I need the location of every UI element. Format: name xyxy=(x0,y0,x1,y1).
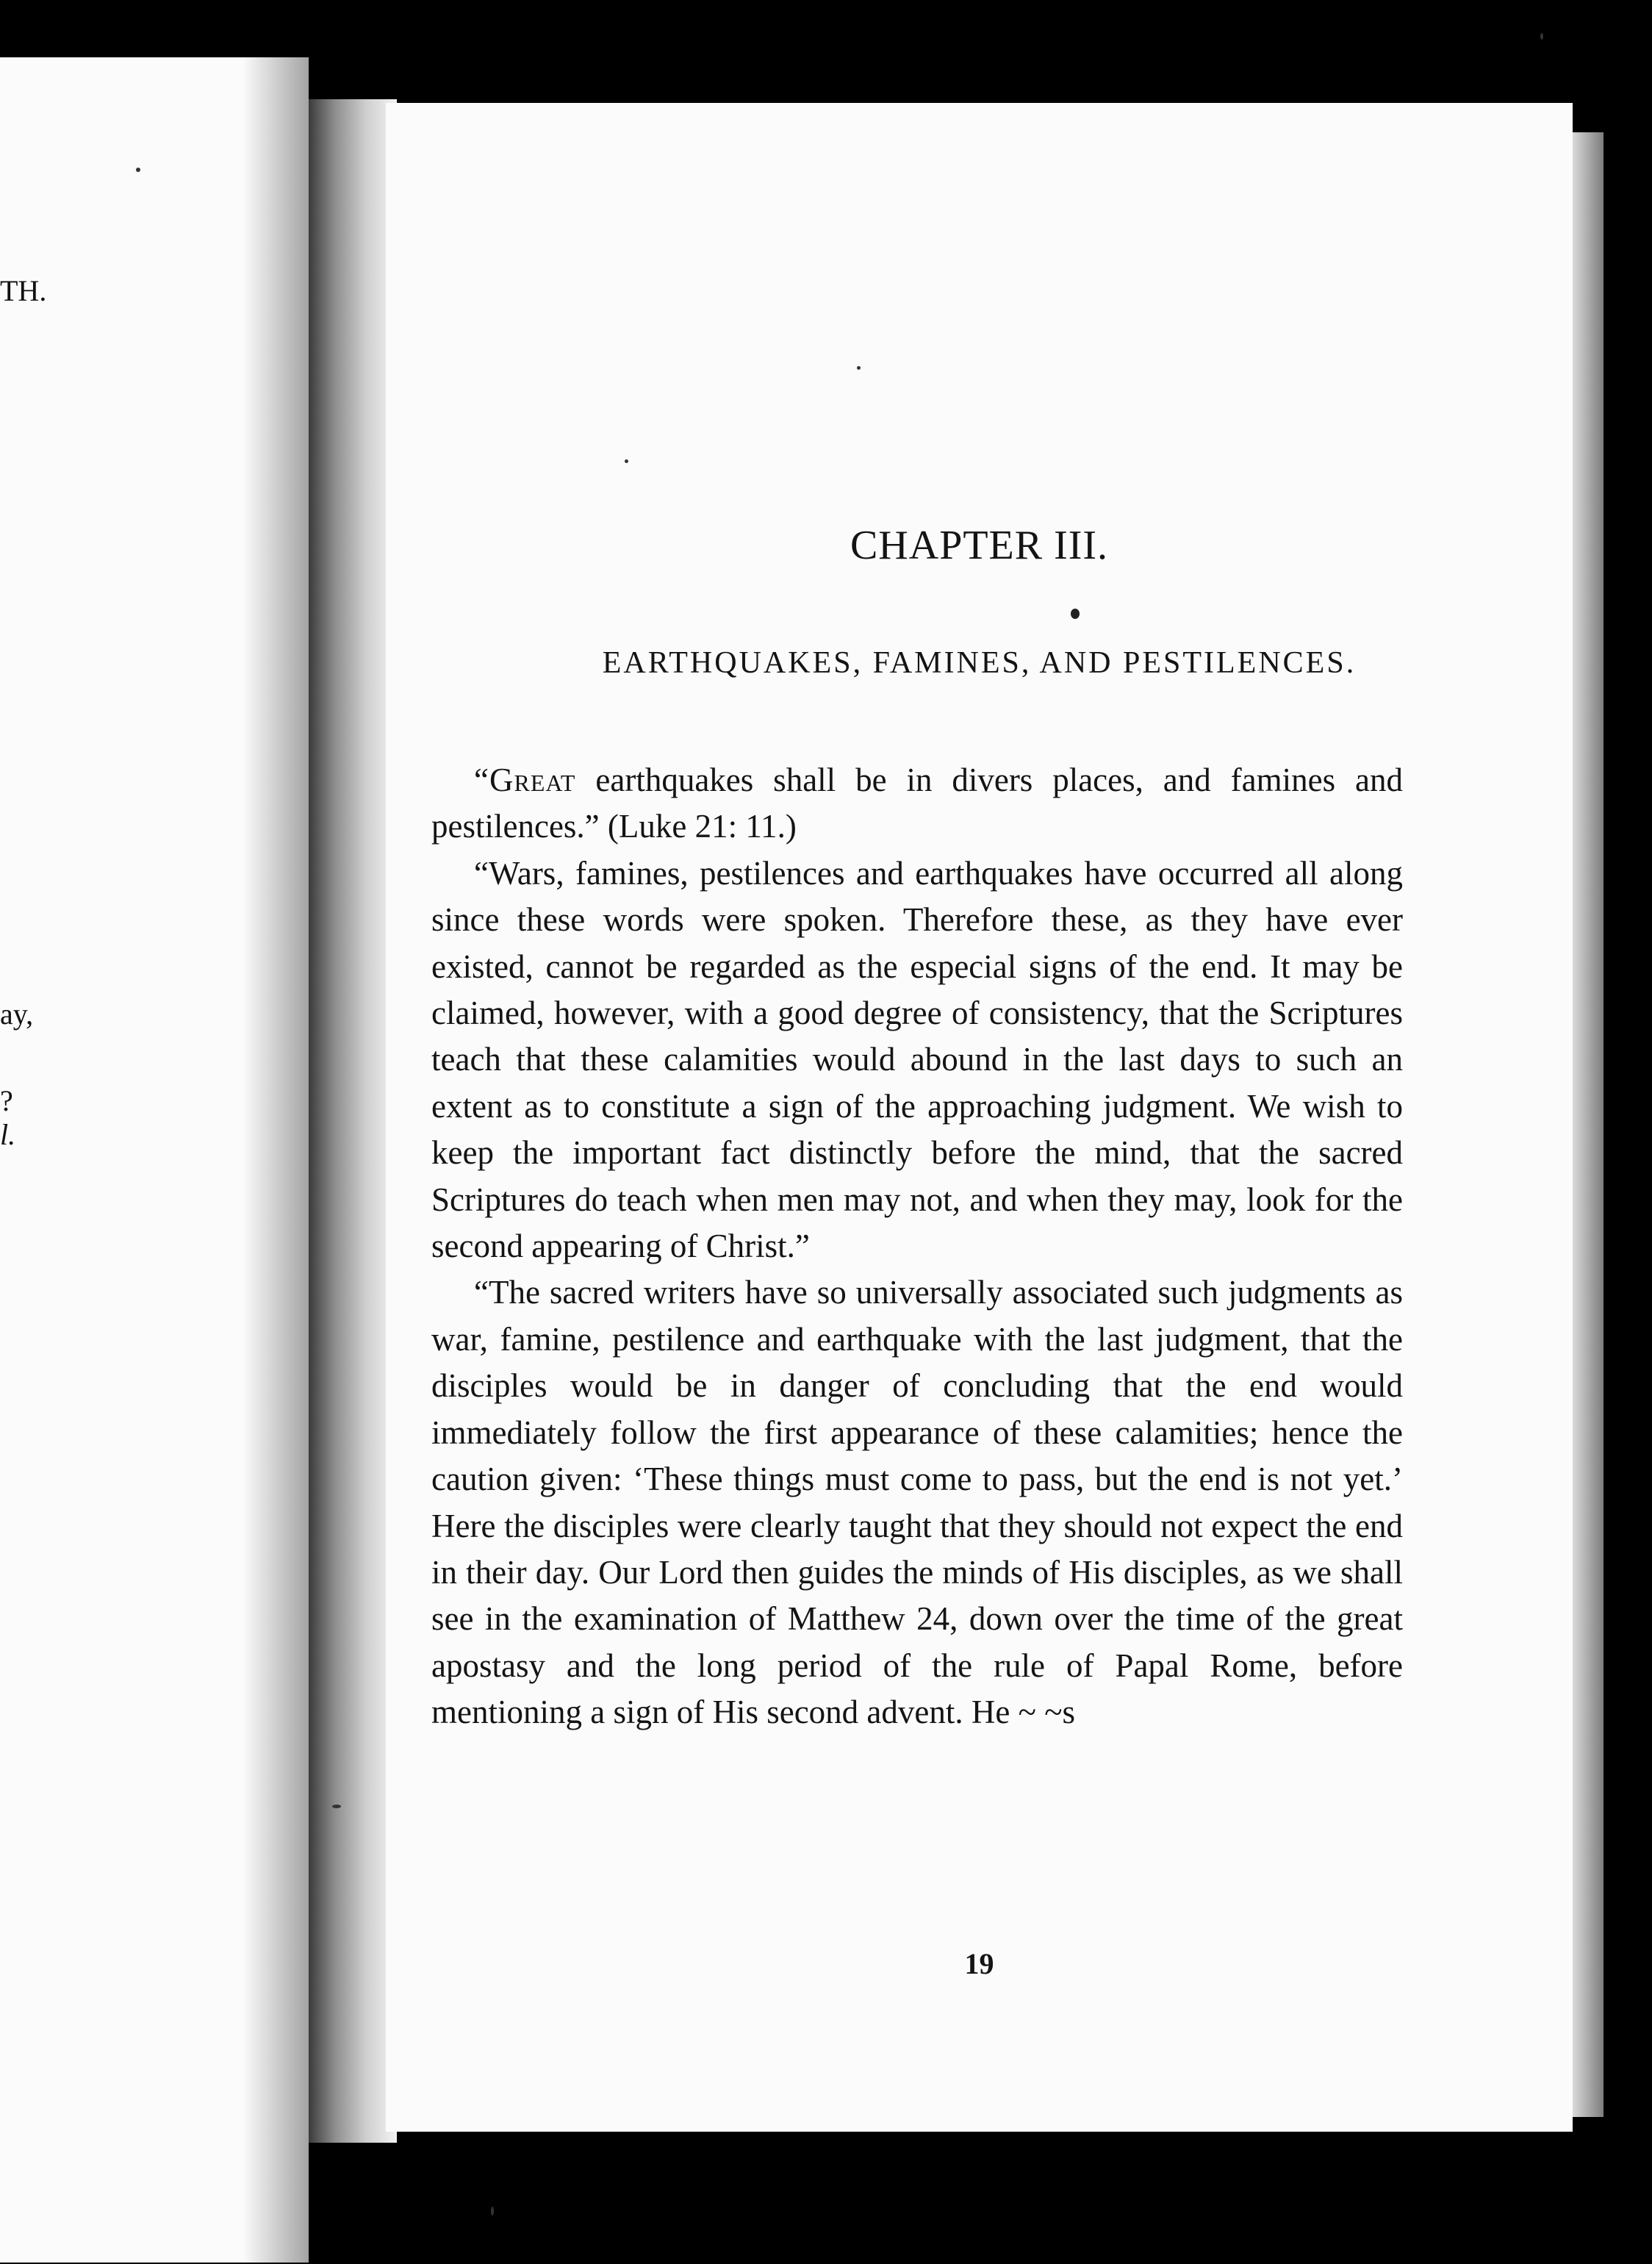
left-page-fragment: l. xyxy=(0,1118,16,1151)
book-gutter-shadow xyxy=(309,99,397,2143)
scan-speck xyxy=(857,366,861,370)
previous-page xyxy=(0,57,309,2263)
scan-speck xyxy=(136,168,140,172)
left-page-fragment: ay, xyxy=(0,997,34,1031)
scan-speck xyxy=(491,2207,494,2215)
chapter-title: EARTHQUAKES, FAMINES, AND PESTILENCES. xyxy=(602,646,1357,680)
chapter-body xyxy=(431,757,1403,1736)
scan-speck xyxy=(625,459,628,463)
scan-speck xyxy=(1540,33,1543,40)
page-number: 19 xyxy=(964,1947,994,1980)
scan-speck xyxy=(332,1805,341,1808)
left-page-fragment: ? xyxy=(0,1084,13,1117)
ornament-dot xyxy=(1071,609,1080,619)
chapter-number: CHAPTER III. xyxy=(850,523,1109,568)
paragraph: “Wars, famines, pestilences and earthquakes have occurred all along since these words were spoken. Therefore these, as they have ever existed, cannot be regarded as the especial signs of the end. It may be claimed, however, with a good degree of consistency, that the Scriptures teach that these calamities would abound in the last days to such an extent as to constitute a sign of the approaching judgment. We wish to keep the important fact distinctly before the mind, that the sacred Scriptures do teach when men may not, and when they may, look for the second appearing of Christ.” xyxy=(431,854,1403,1265)
paragraph: “The sacred writers have so universally associated such judgments as war, famine, pestilence and earthquake with the last judgment, that the disciples would be in danger of concluding that the end would immediately follow the first appearance of these calamities; hence the caution given: ‘These things must come to pass, but the end is not yet.’ Here the disciples were clearly taught that they should not expect the end in their day. Our Lord then guides the minds of His disciples, as we shall see in the examination of Matthew 24, down over the time of the great apostasy and the long period of the rule of Papal Rome, before mentioning a sign of His second advent. He ~ ~s xyxy=(431,1274,1403,1731)
page-edge-shadow xyxy=(1573,132,1603,2117)
left-page-fragment: TH. xyxy=(0,274,47,307)
paragraph-text: earthquakes shall be in divers places, and famines and pestilences.” (Luke 21: 11.) xyxy=(431,762,1403,845)
paragraph xyxy=(431,757,1403,850)
paragraph-lead-word: “Great xyxy=(474,762,576,798)
book-page xyxy=(386,103,1573,2132)
